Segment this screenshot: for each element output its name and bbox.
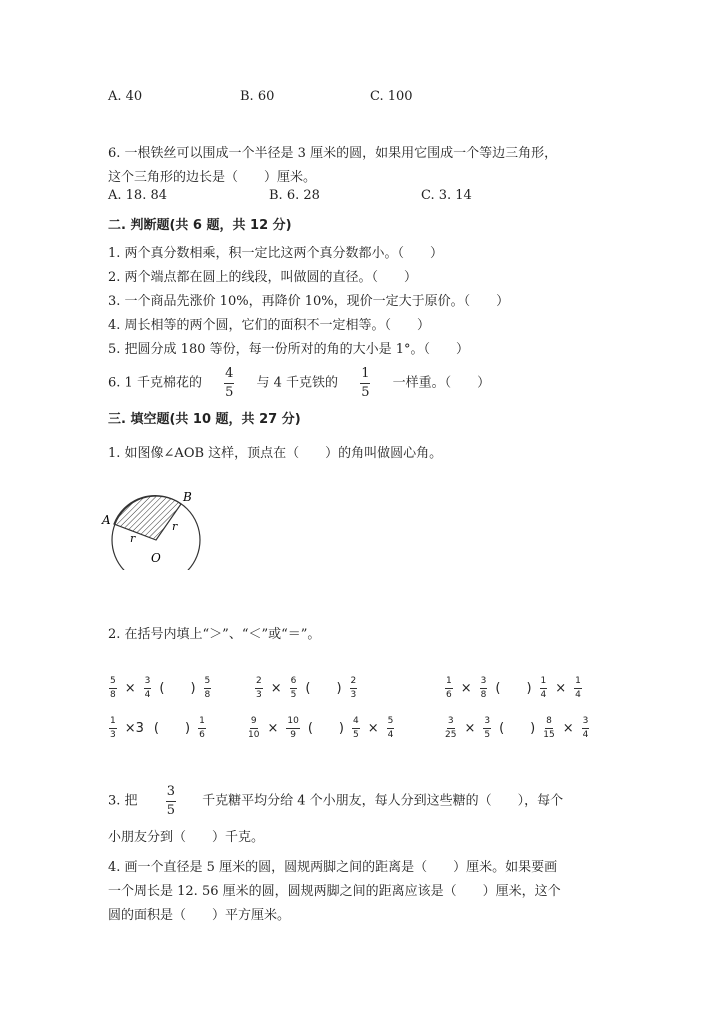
answer-blank: ( ) xyxy=(159,680,196,696)
fraction xyxy=(166,784,176,818)
answer-blank: ( ) xyxy=(495,680,532,696)
answer-blank: ( ) xyxy=(153,720,191,736)
denominator: 15 xyxy=(543,729,555,740)
judge-item-2: 2. 两个端点都在圆上的线段，叫做圆的直径。（ ） xyxy=(108,270,418,285)
fraction xyxy=(224,366,234,400)
q6-option-b: B. 6. 28 xyxy=(269,188,320,203)
q6-option-a: A. 18. 84 xyxy=(108,188,168,203)
denominator: 5 xyxy=(484,729,491,740)
denominator: 8 xyxy=(110,689,116,700)
fill-question-4-line3: 圆的面积是（ ）平方厘米。 xyxy=(108,908,291,923)
fraction xyxy=(445,676,453,701)
numerator: 5 xyxy=(109,676,117,689)
numerator: 3 xyxy=(144,676,152,689)
fill-question-3-line2: 小朋友分到（ ）千克。 xyxy=(108,830,265,845)
operator: × xyxy=(270,680,282,696)
fraction xyxy=(387,716,395,741)
fraction xyxy=(352,716,360,741)
numerator: 2 xyxy=(255,676,263,689)
fraction xyxy=(109,676,117,701)
denominator: 10 xyxy=(248,729,260,740)
numerator: 2 xyxy=(350,676,358,689)
fraction xyxy=(198,716,206,741)
denominator: 4 xyxy=(540,689,547,700)
label-b: B xyxy=(183,490,192,504)
item6-post: 一样重。（ ） xyxy=(392,375,491,391)
fraction xyxy=(109,716,117,741)
denominator: 5 xyxy=(352,729,359,740)
judge-item-4: 4. 周长相等的两个圆，它们的面积不一定相等。（ ） xyxy=(108,318,431,333)
comparison-expr xyxy=(442,716,592,741)
operator: × xyxy=(562,720,574,736)
fill-question-2: 2. 在括号内填上“＞”、“＜”或“＝”。 xyxy=(108,627,321,642)
fraction xyxy=(543,716,554,741)
denominator: 3 xyxy=(256,689,262,700)
denominator: 6 xyxy=(446,689,452,700)
numerator: 1 xyxy=(198,716,206,729)
denominator: 3 xyxy=(110,729,116,740)
numerator: 1 xyxy=(109,716,117,729)
numerator: 1 xyxy=(445,676,453,689)
denominator: 5 xyxy=(225,384,234,400)
comparison-expr xyxy=(106,676,214,701)
numerator: 6 xyxy=(290,676,298,689)
fill-question-1: 1. 如图像∠AOB 这样，顶点在（ ）的角叫做圆心角。 xyxy=(108,446,443,461)
operator: × xyxy=(555,680,567,696)
numerator: 3 xyxy=(166,784,176,802)
fill-question-3 xyxy=(108,784,563,818)
numerator: 10 xyxy=(286,716,299,729)
circle-diagram xyxy=(100,490,220,570)
item6-mid: 与 4 千克铁的 xyxy=(256,375,339,391)
operator: × xyxy=(124,680,136,696)
fraction xyxy=(540,676,548,701)
fraction xyxy=(144,676,152,701)
denominator: 4 xyxy=(575,689,581,700)
denominator: 4 xyxy=(582,729,589,740)
numerator: 5 xyxy=(387,716,395,729)
label-r-left: r xyxy=(130,532,136,545)
numerator: 5 xyxy=(204,676,212,689)
fraction xyxy=(248,716,259,741)
fraction xyxy=(286,716,299,741)
denominator: 4 xyxy=(144,689,151,700)
denominator: 5 xyxy=(166,802,175,818)
denominator: 25 xyxy=(445,729,457,740)
fraction xyxy=(350,676,358,701)
fraction xyxy=(483,716,491,741)
denominator: 5 xyxy=(290,689,297,700)
denominator: 3 xyxy=(350,689,357,700)
operator: × xyxy=(464,720,476,736)
numerator: 3 xyxy=(483,716,491,729)
question-6-line1: 6. 一根铁丝可以围成一个半径是 3 厘米的圆，如果用它围成一个等边三角形， xyxy=(108,146,558,161)
option-c: C. 100 xyxy=(370,89,413,104)
numerator: 4 xyxy=(352,716,360,729)
fraction xyxy=(582,716,590,741)
denominator: 5 xyxy=(361,384,370,400)
answer-blank: ( ) xyxy=(305,680,342,696)
denominator: 4 xyxy=(387,729,394,740)
denominator: 8 xyxy=(480,689,487,700)
numerator: 4 xyxy=(224,366,234,384)
numerator: 3 xyxy=(582,716,590,729)
numerator: 9 xyxy=(250,716,258,729)
answer-blank: ( ) xyxy=(499,720,536,736)
section-3-title: 三. 填空题(共 10 题，共 27 分) xyxy=(108,412,301,427)
denominator: 9 xyxy=(290,729,296,740)
fraction xyxy=(445,716,456,741)
fill-question-4-line2: 一个周长是 12. 56 厘米的圆，圆规两脚之间的距离应该是（ ）厘米，这个 xyxy=(108,884,561,899)
q3-pre: 3. 把 xyxy=(108,793,138,809)
numerator: 1 xyxy=(360,366,370,384)
judge-item-5: 5. 把圆分成 180 等份，每一份所对的角的大小是 1°。（ ） xyxy=(108,342,470,357)
option-b: B. 60 xyxy=(240,89,275,104)
item6-pre: 6. 1 千克棉花的 xyxy=(108,375,202,391)
judge-item-1: 1. 两个真分数相乘，积一定比这两个真分数都小。（ ） xyxy=(108,246,444,261)
q3-post: 千克糖平均分给 4 个小朋友，每人分到这些糖的（ ），每个 xyxy=(202,793,564,809)
q6-option-c: C. 3. 14 xyxy=(421,188,472,203)
judge-item-6 xyxy=(108,366,490,400)
fraction xyxy=(255,676,263,701)
question-6-line2: 这个三角形的边长是（ ）厘米。 xyxy=(108,170,317,185)
section-2-title: 二. 判断题(共 6 题，共 12 分) xyxy=(108,218,292,233)
numerator: 3 xyxy=(480,676,488,689)
fraction xyxy=(574,676,582,701)
fraction xyxy=(480,676,488,701)
operator: × xyxy=(267,720,279,736)
label-o: O xyxy=(151,551,161,565)
option-a: A. 40 xyxy=(108,89,143,104)
comparison-expr xyxy=(245,716,397,741)
numerator: 1 xyxy=(574,676,582,689)
fraction xyxy=(204,676,212,701)
fill-question-4-line1: 4. 画一个直径是 5 厘米的圆，圆规两脚之间的距离是（ ）厘米。如果要画 xyxy=(108,860,558,875)
label-r-right: r xyxy=(172,520,178,533)
comparison-expr xyxy=(252,676,360,701)
numerator: 1 xyxy=(540,676,548,689)
denominator: 8 xyxy=(204,689,211,700)
shaded-sector xyxy=(114,496,181,540)
numerator: 3 xyxy=(447,716,455,729)
answer-blank: ( ) xyxy=(307,720,344,736)
label-a: A xyxy=(102,513,111,527)
fraction xyxy=(290,676,298,701)
operator: × xyxy=(367,720,379,736)
judge-item-3: 3. 一个商品先涨价 10%，再降价 10%，现价一定大于原价。（ ） xyxy=(108,294,510,309)
operator: × xyxy=(460,680,472,696)
comparison-expr xyxy=(442,676,585,701)
fraction xyxy=(360,366,370,400)
operator: ×3 xyxy=(124,720,144,736)
numerator: 8 xyxy=(545,716,553,729)
comparison-expr xyxy=(106,716,209,741)
denominator: 6 xyxy=(199,729,205,740)
